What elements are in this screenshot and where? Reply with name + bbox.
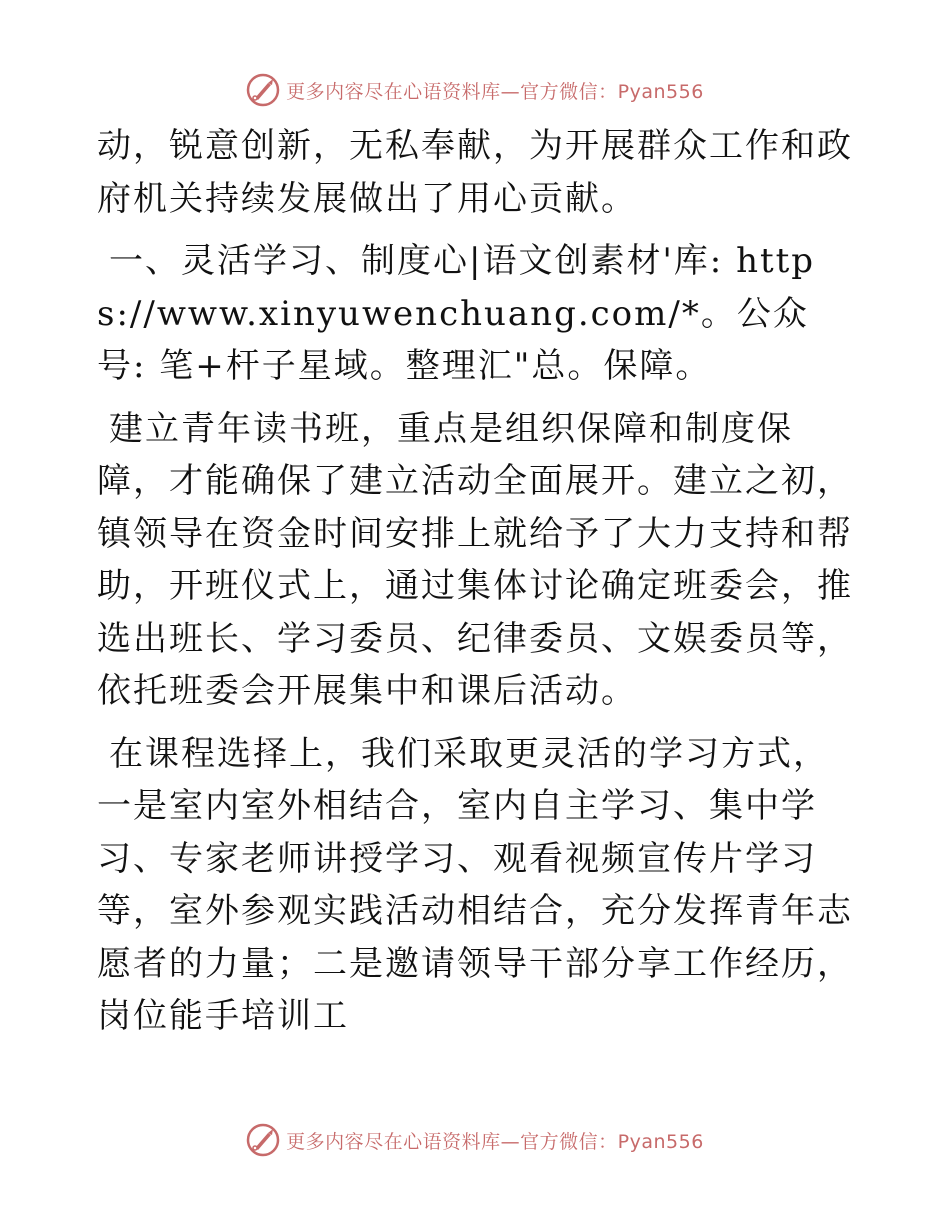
- paragraph-1: 动，锐意创新，无私奉献，为开展群众工作和政府机关持续发展做出了用心贡献。: [97, 126, 853, 219]
- paragraph-4: 在课程选择上，我们采取更灵活的学习方式，一是室内室外相结合，室内自主学习、集中学习、专家老师讲授学习、观看视频宣传片学习等，室外参观实践活动相结合，充分发挥青年志愿者的力量；二是邀请领导干部分享工作经历，岗位能手培训工: [97, 733, 853, 1036]
- quill-pen-icon: [246, 73, 280, 107]
- footer-banner: [0, 1120, 950, 1160]
- header-banner: [0, 70, 950, 110]
- header-text: 更多内容尽在心语资料库—官方微信：Pyan556: [286, 80, 704, 103]
- paragraph-2: 一、灵活学习、制度心|语文创素材'库: https://www.xinyuwenchuang.com/*。公众号: 笔+杆子星域。整理汇"总。保障。: [97, 241, 816, 386]
- document-body: [97, 120, 857, 1043]
- footer-text: 更多内容尽在心语资料库—官方微信：Pyan556: [286, 1130, 704, 1153]
- quill-pen-icon: [246, 1123, 280, 1157]
- paragraph-3: 建立青年读书班，重点是组织保障和制度保障，才能确保了建立活动全面展开。建立之初，镇领导在资金时间安排上就给予了大力支持和帮助，开班仪式上，通过集体讨论确定班委会，推选出班长、学习委员、纪律委员、文娱委员等，依托班委会开展集中和课后活动。: [97, 408, 853, 711]
